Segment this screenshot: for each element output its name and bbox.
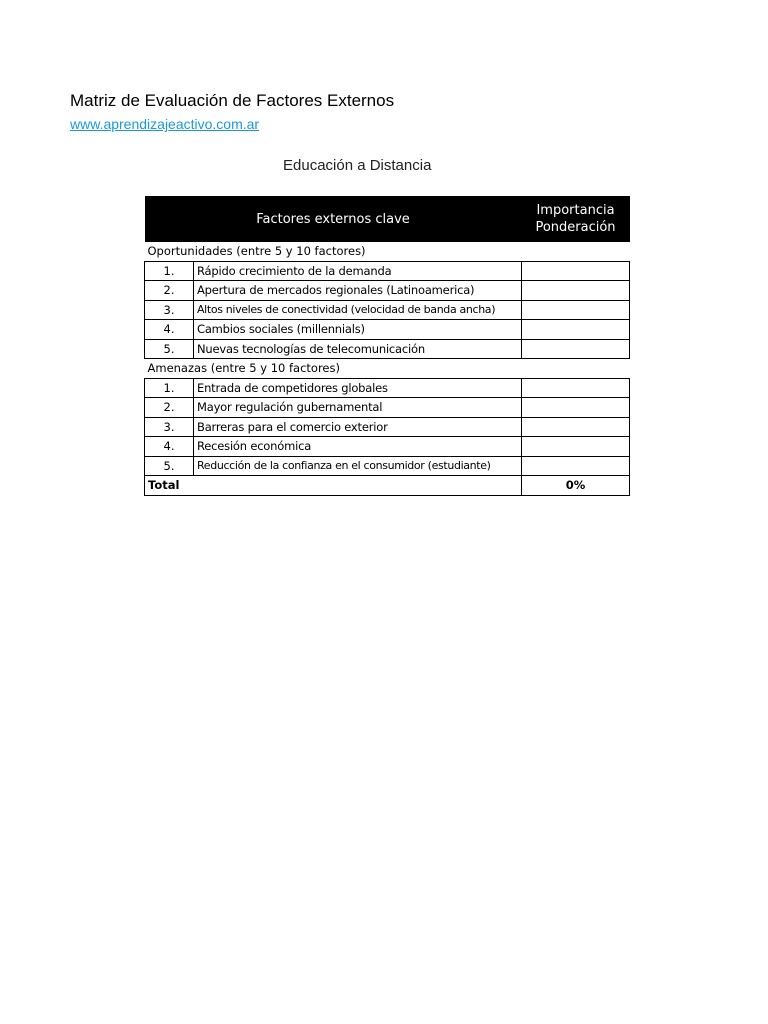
row-number: 3.: [145, 417, 194, 437]
opportunities-group-row: [145, 242, 630, 261]
header-importance-line1: Importancia: [536, 203, 615, 218]
row-factor: Cambios sociales (millennials): [194, 320, 522, 340]
table-row: [145, 456, 630, 476]
header-importance-line2: Ponderación: [535, 220, 616, 235]
document-subtitle: Educación a Distancia: [283, 157, 432, 174]
row-number: 2.: [145, 281, 194, 301]
table-row: [145, 300, 630, 320]
row-factor: Reducción de la confianza en el consumidor (estudiante): [194, 456, 522, 476]
row-factor: Apertura de mercados regionales (Latinoamerica): [194, 281, 522, 301]
row-factor: Barreras para el comercio exterior: [194, 417, 522, 437]
table-row: [145, 378, 630, 398]
total-value: 0%: [522, 476, 630, 496]
row-number: 1.: [145, 261, 194, 281]
total-row: [145, 476, 630, 496]
row-number: 2.: [145, 398, 194, 418]
row-weight-cell[interactable]: [522, 378, 630, 398]
table-row: [145, 437, 630, 457]
row-weight-cell[interactable]: [522, 320, 630, 340]
row-factor: Nuevas tecnologías de telecomunicación: [194, 339, 522, 359]
row-number: 5.: [145, 339, 194, 359]
row-number: 5.: [145, 456, 194, 476]
table-row: [145, 261, 630, 281]
document-title: Matriz de Evaluación de Factores Externos: [70, 91, 395, 110]
table-row: [145, 281, 630, 301]
threats-label: Amenazas (entre 5 y 10 factores): [147, 361, 340, 376]
header-factors: Factores externos clave: [145, 196, 522, 242]
row-factor: Mayor regulación gubernamental: [194, 398, 522, 418]
row-factor: Rápido crecimiento de la demanda: [194, 261, 522, 281]
row-weight-cell[interactable]: [522, 417, 630, 437]
header-importance: [522, 196, 630, 242]
row-number: 4.: [145, 320, 194, 340]
row-number: 3.: [145, 300, 194, 320]
table-row: [145, 320, 630, 340]
row-number: 1.: [145, 378, 194, 398]
table-header-row: [145, 196, 630, 242]
threats-group-row: [145, 359, 630, 379]
row-number: 4.: [145, 437, 194, 457]
row-weight-cell[interactable]: [522, 437, 630, 457]
row-weight-cell[interactable]: [522, 339, 630, 359]
opportunities-label: Oportunidades (entre 5 y 10 factores): [147, 244, 366, 259]
row-factor: Recesión económica: [194, 437, 522, 457]
row-weight-cell[interactable]: [522, 281, 630, 301]
table-row: [145, 417, 630, 437]
row-weight-cell[interactable]: [522, 398, 630, 418]
row-weight-cell[interactable]: [522, 456, 630, 476]
efe-matrix-table: [144, 196, 630, 496]
row-factor: Entrada de competidores globales: [194, 378, 522, 398]
website-link[interactable]: www.aprendizajeactivo.com.ar: [70, 116, 260, 132]
table-row: [145, 339, 630, 359]
total-label: Total: [145, 476, 522, 496]
row-weight-cell[interactable]: [522, 300, 630, 320]
row-weight-cell[interactable]: [522, 261, 630, 281]
table-row: [145, 398, 630, 418]
row-factor: Altos niveles de conectividad (velocidad de banda ancha): [194, 300, 522, 320]
